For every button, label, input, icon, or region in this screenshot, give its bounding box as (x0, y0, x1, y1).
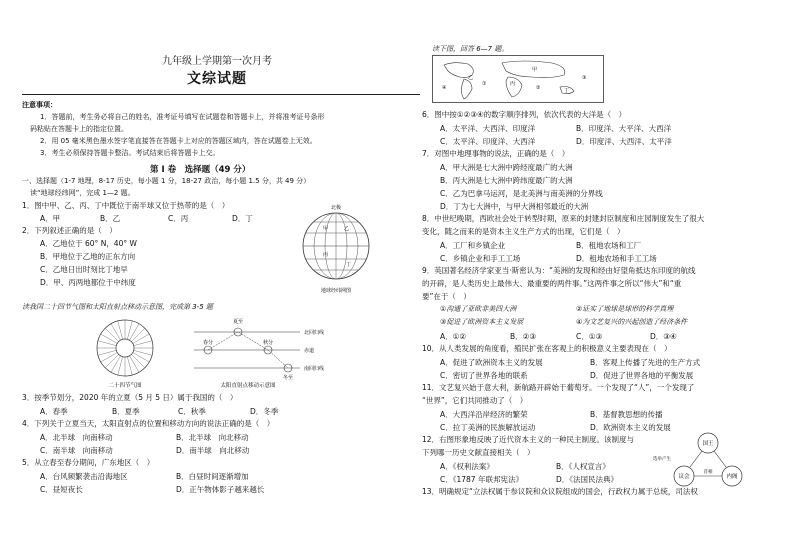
q4-option-a[interactable]: A．北半球 向南移动 (40, 433, 113, 442)
globe-point-ding: 丁 (346, 262, 352, 268)
sun-movement-figure (188, 314, 338, 390)
map-label-1: ① (482, 81, 487, 87)
q11-option-a[interactable]: A．大西洋沿岸经济的繁荣 (440, 410, 528, 419)
note-line: 2．用 05 毫米黑色墨水签字笔直接答在答题卡上对应的答题区域内，答在试题卷上无效。 (40, 137, 317, 145)
map-label-2: ② (536, 85, 541, 91)
diagram-node-cabinet: 内阁 (726, 474, 738, 480)
sun-label-tropic-south: 南回归线 (304, 366, 325, 372)
globe-point-yi: 乙 (344, 226, 350, 232)
map-label-3: ③ (582, 75, 587, 81)
q3-option-c[interactable]: C．秋季 (178, 407, 206, 416)
question-9-line-3: 要”在于（ ） (422, 292, 471, 301)
map-label-bing: 丙 (510, 81, 516, 87)
q1-option-a[interactable]: A．甲 (40, 214, 61, 223)
question-10: 10．从人类发展的角度看，殖民扩张在客观上的积极意义主要表现在（ ） (422, 344, 672, 353)
q6-option-a[interactable]: A．太平洋、大西洋、印度洋 (440, 124, 536, 133)
q9-option-a[interactable]: A．①② (440, 332, 467, 341)
q12-option-d[interactable]: D．《法国民法典》 (556, 475, 619, 484)
question-9-line-1: 9．英国著名经济学家亚当·斯密认为：“美洲的发现和经由好望角抵达东印度的航线 (422, 266, 696, 275)
header-divider (22, 94, 420, 95)
q9-statement: ④为文艺复兴的兴起创造了经济条件 (576, 318, 688, 326)
map-intro: 读下图，回答 6—7 题。 (432, 45, 509, 53)
globe-north-label: 北极 (330, 205, 342, 211)
question-4: 4．下列关于立夏当天，太阳直射点的位置和移动方向的说法正确的是（ ） (22, 419, 275, 428)
sun-movement-caption: 太阳直射点移动示意图 (220, 383, 276, 389)
q4-option-b[interactable]: B．北半球 向北移动 (176, 433, 249, 442)
map-label-yi: 乙 (468, 75, 474, 81)
q1-option-c[interactable]: C．丙 (168, 214, 189, 223)
sun-label-summer: 夏至 (232, 319, 244, 325)
q10-option-d[interactable]: D．促进了世界各地的平衡发展 (590, 371, 694, 380)
sun-label-equator: 赤道 (304, 348, 315, 354)
note-line: 1．答题前，考生务必将自己的姓名，准考证号填写在试题卷和答题卡上，并将准考证号条形 (40, 113, 325, 121)
question-8-line-2: 变化，随之而来的是资本主义生产方式的出现，它们是（ ） (422, 227, 625, 236)
question-12-line-1: 12．右图形象地反映了近代资本主义的一种民主制度。该制度与 (422, 435, 635, 444)
note-line: 3．考生必须保持答题卡整洁。考试结束后将答题卡上交。 (40, 149, 220, 157)
q10-option-a[interactable]: A．促进了欧洲资本主义的发展 (440, 358, 543, 367)
question-7: 7．对图中地理事物的说法，正确的是（ ） (422, 149, 570, 158)
q5-option-b[interactable]: B．白昼时间逐渐增加 (176, 472, 249, 481)
note-line: 码粘贴在答题卡上的指定位置。 (30, 125, 128, 133)
q5-option-c[interactable]: C．昼短夜长 (40, 485, 83, 494)
q12-option-b[interactable]: B．《人权宣言》 (556, 462, 610, 471)
globe-caption: 地球经纬网图 (320, 288, 352, 294)
map-label-4: ④ (442, 85, 447, 91)
map-label-jia: 甲 (532, 67, 538, 73)
q9-option-d[interactable]: D．③④ (650, 332, 677, 341)
globe-point-jia: 甲 (323, 226, 329, 232)
sun-label-winter: 冬至 (282, 375, 294, 381)
q4-option-d[interactable]: D．南半球 向北移动 (176, 446, 250, 455)
exam-title: 文综试题 (187, 71, 247, 87)
question-8-line-1: 8．中世纪晚期，西欧社会处于转型时期，原来的封建封臣制度和庄园制度发生了很大 (422, 214, 705, 223)
section-intro: 一、选择题（1-7 地理，8-17 历史，每小题 1 分，18-27 政治，每小题 1.5 分，共 49 分） (22, 177, 311, 185)
question-13: 13．明确规定“立法权属于参议院和众议院组成的国会，行政权力属于总统，司法权 (422, 487, 698, 496)
q8-option-a[interactable]: A．工厂和乡镇企业 (440, 241, 506, 250)
q7-option-b[interactable]: B．丙大洲是七大洲中跨纬度最广的大洲 (440, 176, 573, 185)
solar-term-divider (131, 328, 144, 341)
q11-option-c[interactable]: C．拉丁美洲的民族解放运动 (440, 423, 536, 432)
diagram-node-pm: 首相 (703, 470, 713, 475)
q3-option-d[interactable]: D．冬季 (250, 407, 279, 416)
question-1: 1．图中甲、乙、丙、丁中既位于南半球又位于热带的是（ ） (22, 201, 230, 210)
q5-option-a[interactable]: A．台风频繁袭击沿海地区 (40, 472, 128, 481)
sun-label-autumn: 秋分 (262, 340, 274, 346)
sun-label-tropic-north: 北回归线 (304, 330, 325, 336)
section-title: 第 I 卷 选择题（49 分） (150, 165, 251, 175)
q7-option-d[interactable]: D．丁为七大洲中，与甲大洲相邻最近的大洲 (440, 202, 589, 211)
diagram-side-label: 选举产生 (653, 457, 671, 462)
question-2: 2．下列叙述正确的是（ ） (22, 226, 117, 235)
question-9-line-2: 的开辟，是人类历史上最伟大、最重要的两件事。”这两件事之所以“伟大”和“重 (422, 279, 682, 288)
solar-term-divider (105, 328, 118, 341)
q1-option-d[interactable]: D．丁 (232, 214, 253, 223)
q6-option-c[interactable]: C．太平洋、印度洋、大西洋 (440, 137, 536, 146)
q7-option-c[interactable]: C．乙为巴拿马运河，是北美洲与南美洲的分界线 (440, 189, 603, 198)
q6-option-b[interactable]: B．印度洋、大平洋、大西洋 (576, 124, 672, 133)
map-label-ding: 丁 (564, 88, 570, 94)
q5-option-d[interactable]: D．正午物体影子越来越长 (176, 485, 265, 494)
q9-statement: ③促进了欧洲资本主义发展 (440, 318, 524, 326)
notes-heading: 注意事项： (22, 101, 57, 109)
q2-option-b[interactable]: B．甲地位于乙地的正东方向 (40, 252, 136, 261)
q1-option-b[interactable]: B．乙 (100, 214, 121, 223)
globe-figure (296, 200, 376, 296)
q2-option-d[interactable]: D．甲、丙两地都位于中纬度 (40, 278, 136, 287)
q7-option-a[interactable]: A．甲大洲是七大洲中跨经度最广的大洲 (440, 163, 573, 172)
q12-option-c[interactable]: C．《1787 年联邦宪法》 (440, 475, 523, 484)
section-intro-2: 读“地球经纬网”，完成 1—2 题。 (30, 189, 135, 197)
q8-option-b[interactable]: B．租地农场和工厂 (576, 241, 642, 250)
solar-term-divider (131, 354, 144, 367)
world-map-figure (432, 55, 604, 103)
q11-option-d[interactable]: D．欧洲资本主义的发展 (590, 423, 671, 432)
question-11-line-2: “世界”，它们共同推动了（ ） (422, 396, 528, 405)
q9-option-b[interactable]: B．②③ (510, 332, 537, 341)
democracy-diagram (650, 430, 760, 490)
q11-option-b[interactable]: B．基督教思想的传播 (590, 410, 663, 419)
diagram-node-parliament: 议会 (678, 474, 690, 480)
q9-statement: ①沟通了亚欧非美四大洲 (440, 305, 517, 313)
q8-option-c[interactable]: C．乡镇企业和手工工场 (440, 254, 521, 263)
exam-subtitle: 九年级上学期第一次月考 (162, 56, 272, 67)
q3-option-a[interactable]: A．春季 (40, 407, 68, 416)
figure-intro: 读我国二十四节气图和太阳直射点移动示意图，完成第 3-5 题 (22, 303, 213, 311)
q3-option-b[interactable]: B．夏季 (112, 407, 140, 416)
q9-statement: ②证实了地球是球形的科学真理 (576, 305, 674, 313)
q8-option-d[interactable]: D．租地农场和手工工场 (576, 254, 657, 263)
question-6: 6．图中按①②③④的数字顺序排列，依次代表的大洋是（ ） (422, 110, 627, 119)
globe-point-bing: 丙 (323, 252, 329, 258)
q12-option-a[interactable]: A．《权利法案》 (440, 462, 494, 471)
question-11-line-1: 11．文艺复兴始于意大利，新航路开辟始于葡萄牙。一个发现了“人”，一个发现了 (422, 383, 695, 392)
solar-term-divider (105, 354, 118, 367)
q6-option-d[interactable]: D．印度洋、大西洋、太平洋 (576, 137, 672, 146)
q10-option-b[interactable]: B．客观上传播了先进的生产方式 (590, 358, 701, 367)
question-5: 5．从立春至春分期间，广东地区（ ） (22, 458, 155, 467)
q9-option-c[interactable]: C．①③ (576, 332, 603, 341)
q2-option-c[interactable]: C．乙地日出时刻比丁地早 (40, 265, 128, 274)
solar-terms-figure (82, 314, 168, 390)
sun-label-spring: 春分 (202, 340, 214, 346)
q2-option-a[interactable]: A．乙地位于 60° N，40° W (40, 239, 137, 248)
diagram-node-king: 国王 (702, 441, 714, 447)
question-3: 3．按季节划分，2020 年的立夏（5 月 5 日）属于我国的（ ） (22, 393, 238, 402)
q10-option-c[interactable]: C．密切了世界各地的联系 (440, 371, 528, 380)
solar-terms-caption: 二十四节气图 (108, 383, 142, 389)
q4-option-c[interactable]: C．南半球 向南移动 (40, 446, 113, 455)
question-12-line-2: 下列哪一历史文献直接相关（ ） (422, 448, 535, 457)
